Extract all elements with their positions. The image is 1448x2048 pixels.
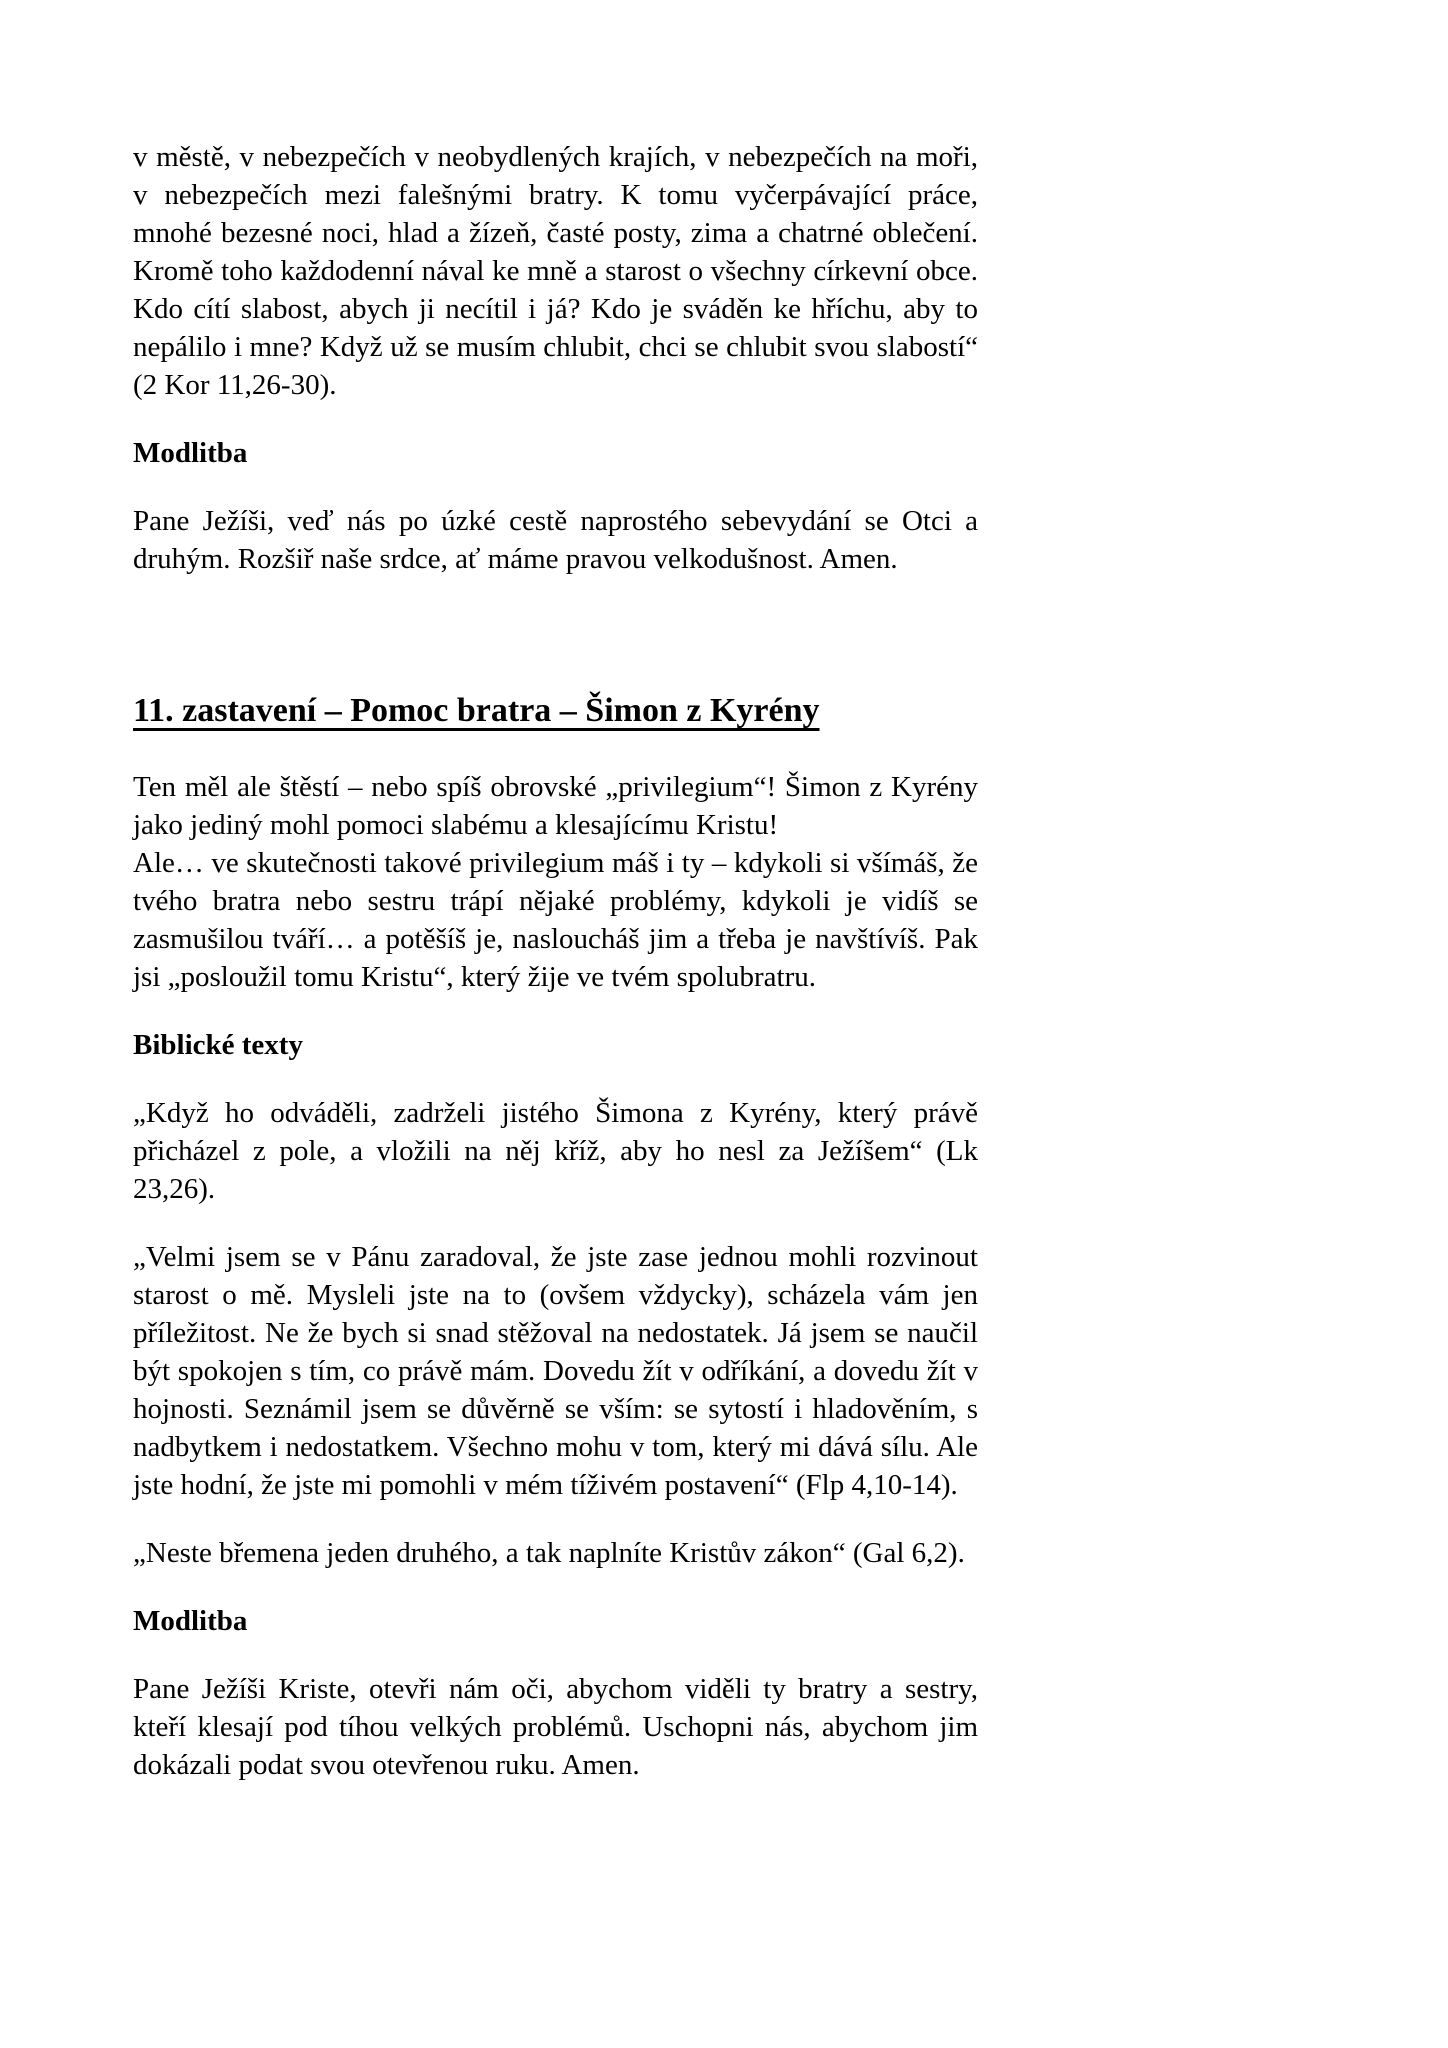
prayer-2-text: Pane Ježíši Kriste, otevři nám oči, abychom viděli ty bratry a sestry, kteří klesají pod tíhou velkých problémů. Uschopni nás, abychom jim dokázali podat svou otevřenou ruku. Amen. [133,1673,978,1781]
prayer-1-heading: Modlitba [133,437,248,469]
station-paragraph-2: Ale… ve skutečnosti takové privilegium máš i ty – kdykoli si všímáš, že tvého bratra nebo sestru trápí nějaké problémy, kdykoli je vidíš se zasmušilou tváří… a potěšíš je, nasloucháš jim a třeba je navštívíš. Pak jsi „posloužil tomu Kristu“, který žije ve tvém spolubratru. [133,847,978,993]
prayer-1-text: Pane Ježíši, veď nás po úzké cestě naprostého sebevydání se Otci a druhým. Rozšiř naše srdce, ať máme pravou velkodušnost. Amen. [133,505,978,575]
bible-quote-3: „Neste břemena jeden druhého, a tak naplníte Kristův zákon“ (Gal 6,2). [133,1537,965,1569]
bible-texts-heading: Biblické texty [133,1029,303,1061]
intro-paragraph: v městě, v nebezpečích v neobydlených krajích, v nebezpečích na moři, v nebezpečích mezi falešnými bratry. K tomu vyčerpávající práce, mnohé bezesné noci, hlad a žízeň, časté posty, zima a chatrné oblečení. Kromě toho každodenní nával ke mně a starost o všechny církevní obce. Kdo cítí slabost, abych ji necítil i já? Kdo je sváděn ke hříchu, aby to nepálilo i mne? Když už se musím chlubit, chci se chlubit svou slabostí“ (2 Kor 11,26-30). [133,141,978,401]
bible-quote-2: „Velmi jsem se v Pánu zaradoval, že jste zase jednou mohli rozvinout starost o mě. Mysleli jste na to (ovšem vždycky), scházela vám jen příležitost. Ne že bych si snad stěžoval na nedostatek. Já jsem se naučil být spokojen s tím, co právě mám. Dovedu žít v odříkání, a dovedu žít v hojnosti. Seznámil jsem se důvěrně se vším: se sytostí i hladověním, s nadbytkem i nedostatkem. Všechno mohu v tom, který mi dává sílu. Ale jste hodní, že jste mi pomohli v mém tíživém postavení“ (Flp 4,10-14). [133,1241,978,1501]
station-paragraph-1: Ten měl ale štěstí – nebo spíš obrovské „privilegium“! Šimon z Kyrény jako jediný mohl pomoci slabému a klesajícímu Kristu! [133,771,978,841]
bible-quote-1: „Když ho odváděli, zadrželi jistého Šimona z Kyrény, který právě přicházel z pole, a vložili na něj kříž, aby ho nesl za Ježíšem“ (Lk 23,26). [133,1097,978,1205]
prayer-2-heading: Modlitba [133,1605,248,1637]
station-heading: 11. zastavení – Pomoc bratra – Šimon z Kyrény [133,692,820,729]
